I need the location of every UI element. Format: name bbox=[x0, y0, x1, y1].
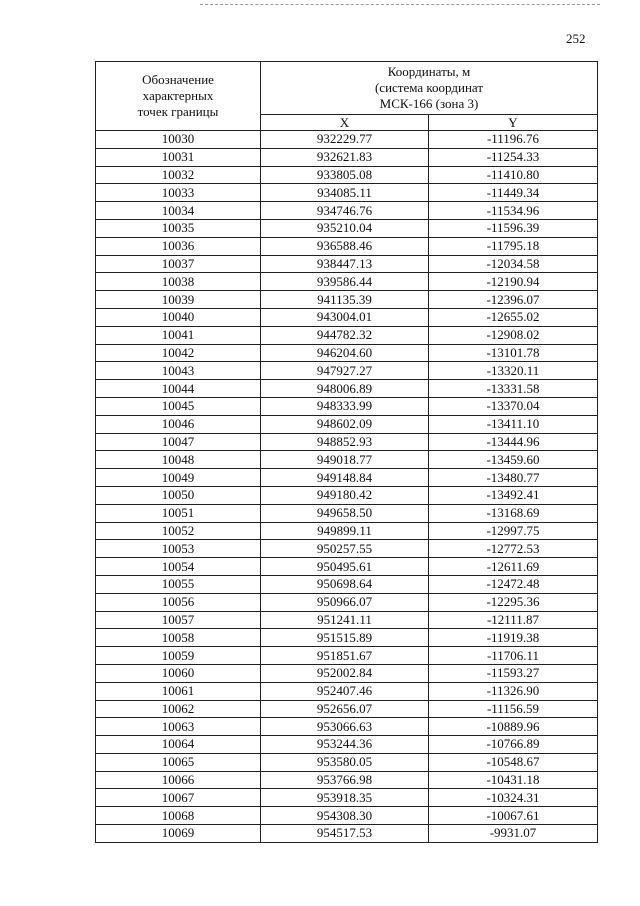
table-row bbox=[96, 166, 598, 184]
y-coordinate-cell: -13168.69 bbox=[429, 504, 598, 522]
table-row bbox=[96, 664, 598, 682]
table-row bbox=[96, 397, 598, 415]
x-coordinate-cell: 943004.01 bbox=[261, 308, 429, 326]
point-id-cell: 10033 bbox=[96, 184, 261, 202]
table-row bbox=[96, 825, 598, 843]
x-coordinate-cell: 949899.11 bbox=[261, 522, 429, 540]
table-row bbox=[96, 433, 598, 451]
table-row bbox=[96, 753, 598, 771]
table-row bbox=[96, 575, 598, 593]
y-coordinate-cell: -11254.33 bbox=[429, 148, 598, 166]
table-row bbox=[96, 219, 598, 237]
table-row bbox=[96, 736, 598, 754]
x-coordinate-cell: 949148.84 bbox=[261, 469, 429, 487]
x-coordinate-cell: 934746.76 bbox=[261, 202, 429, 220]
table-row bbox=[96, 255, 598, 273]
x-coordinate-cell: 949180.42 bbox=[261, 486, 429, 504]
x-coordinate-cell: 932621.83 bbox=[261, 148, 429, 166]
table-row bbox=[96, 184, 598, 202]
y-coordinate-cell: -11196.76 bbox=[429, 131, 598, 149]
x-column-header: X bbox=[261, 115, 429, 131]
point-id-cell: 10053 bbox=[96, 540, 261, 558]
y-coordinate-cell: -12396.07 bbox=[429, 291, 598, 309]
point-id-cell: 10050 bbox=[96, 486, 261, 504]
x-coordinate-cell: 950495.61 bbox=[261, 558, 429, 576]
table-row bbox=[96, 469, 598, 487]
x-coordinate-cell: 950698.64 bbox=[261, 575, 429, 593]
y-coordinate-cell: -12655.02 bbox=[429, 308, 598, 326]
y-coordinate-cell: -13101.78 bbox=[429, 344, 598, 362]
x-coordinate-cell: 953244.36 bbox=[261, 736, 429, 754]
x-coordinate-cell: 935210.04 bbox=[261, 219, 429, 237]
table-row bbox=[96, 237, 598, 255]
table-body bbox=[96, 131, 598, 843]
x-coordinate-cell: 944782.32 bbox=[261, 326, 429, 344]
table-row bbox=[96, 291, 598, 309]
coords-header-line: (система координат bbox=[374, 80, 484, 95]
table-row bbox=[96, 771, 598, 789]
point-id-cell: 10069 bbox=[96, 825, 261, 843]
x-coordinate-cell: 949658.50 bbox=[261, 504, 429, 522]
y-coordinate-cell: -12997.75 bbox=[429, 522, 598, 540]
y-coordinate-cell: -11326.90 bbox=[429, 682, 598, 700]
point-header-line: Обозначение bbox=[142, 72, 214, 87]
point-id-cell: 10061 bbox=[96, 682, 261, 700]
table-row bbox=[96, 451, 598, 469]
point-header-line: точек границы bbox=[137, 104, 219, 119]
table-row bbox=[96, 647, 598, 665]
x-coordinate-cell: 933805.08 bbox=[261, 166, 429, 184]
y-coordinate-cell: -10889.96 bbox=[429, 718, 598, 736]
x-coordinate-cell: 947927.27 bbox=[261, 362, 429, 380]
table-header bbox=[96, 62, 598, 131]
point-id-cell: 10068 bbox=[96, 807, 261, 825]
table-row bbox=[96, 131, 598, 149]
point-id-cell: 10066 bbox=[96, 771, 261, 789]
y-coordinate-cell: -10548.67 bbox=[429, 753, 598, 771]
y-coordinate-cell: -12611.69 bbox=[429, 558, 598, 576]
point-id-cell: 10039 bbox=[96, 291, 261, 309]
y-coordinate-cell: -11156.59 bbox=[429, 700, 598, 718]
y-coordinate-cell: -12034.58 bbox=[429, 255, 598, 273]
x-coordinate-cell: 936588.46 bbox=[261, 237, 429, 255]
y-coordinate-cell: -12772.53 bbox=[429, 540, 598, 558]
y-coordinate-cell: -11410.80 bbox=[429, 166, 598, 184]
point-id-cell: 10047 bbox=[96, 433, 261, 451]
table-row bbox=[96, 148, 598, 166]
x-coordinate-cell: 948852.93 bbox=[261, 433, 429, 451]
x-coordinate-cell: 950966.07 bbox=[261, 593, 429, 611]
table-row bbox=[96, 344, 598, 362]
coords-header-line: МСК-166 (зона 3) bbox=[379, 96, 479, 111]
point-id-cell: 10032 bbox=[96, 166, 261, 184]
point-id-cell: 10043 bbox=[96, 362, 261, 380]
y-coordinate-cell: -11534.96 bbox=[429, 202, 598, 220]
table-row bbox=[96, 558, 598, 576]
x-coordinate-cell: 948006.89 bbox=[261, 380, 429, 398]
table-row bbox=[96, 273, 598, 291]
table-row bbox=[96, 202, 598, 220]
point-id-cell: 10056 bbox=[96, 593, 261, 611]
table-row bbox=[96, 540, 598, 558]
point-id-cell: 10063 bbox=[96, 718, 261, 736]
y-coordinate-cell: -13331.58 bbox=[429, 380, 598, 398]
point-id-cell: 10037 bbox=[96, 255, 261, 273]
y-coordinate-cell: -12295.36 bbox=[429, 593, 598, 611]
y-coordinate-cell: -12472.48 bbox=[429, 575, 598, 593]
x-coordinate-cell: 951515.89 bbox=[261, 629, 429, 647]
x-coordinate-cell: 946204.60 bbox=[261, 344, 429, 362]
table-row bbox=[96, 308, 598, 326]
y-coordinate-cell: -10431.18 bbox=[429, 771, 598, 789]
table-row bbox=[96, 807, 598, 825]
table-row bbox=[96, 700, 598, 718]
x-coordinate-cell: 954517.53 bbox=[261, 825, 429, 843]
x-coordinate-cell: 948333.99 bbox=[261, 397, 429, 415]
x-coordinate-cell: 952656.07 bbox=[261, 700, 429, 718]
coordinates-header bbox=[261, 62, 598, 115]
point-id-cell: 10031 bbox=[96, 148, 261, 166]
point-id-cell: 10054 bbox=[96, 558, 261, 576]
point-id-cell: 10067 bbox=[96, 789, 261, 807]
y-coordinate-cell: -13480.77 bbox=[429, 469, 598, 487]
top-decorative-rule bbox=[200, 4, 600, 5]
y-coordinate-cell: -10766.89 bbox=[429, 736, 598, 754]
boundary-coordinates-table bbox=[95, 61, 598, 843]
point-id-cell: 10041 bbox=[96, 326, 261, 344]
coords-header-line: Координаты, м bbox=[387, 64, 471, 79]
point-designation-header bbox=[96, 62, 261, 131]
point-id-cell: 10064 bbox=[96, 736, 261, 754]
table-row bbox=[96, 611, 598, 629]
point-id-cell: 10040 bbox=[96, 308, 261, 326]
point-id-cell: 10030 bbox=[96, 131, 261, 149]
header-row-top bbox=[96, 62, 598, 115]
point-id-cell: 10048 bbox=[96, 451, 261, 469]
y-coordinate-cell: -10324.31 bbox=[429, 789, 598, 807]
y-coordinate-cell: -12908.02 bbox=[429, 326, 598, 344]
x-coordinate-cell: 954308.30 bbox=[261, 807, 429, 825]
page-number: 252 bbox=[566, 31, 586, 46]
point-id-cell: 10055 bbox=[96, 575, 261, 593]
point-id-cell: 10036 bbox=[96, 237, 261, 255]
x-coordinate-cell: 953066.63 bbox=[261, 718, 429, 736]
y-coordinate-cell: -11706.11 bbox=[429, 647, 598, 665]
point-id-cell: 10049 bbox=[96, 469, 261, 487]
x-coordinate-cell: 951851.67 bbox=[261, 647, 429, 665]
point-id-cell: 10046 bbox=[96, 415, 261, 433]
x-coordinate-cell: 938447.13 bbox=[261, 255, 429, 273]
x-coordinate-cell: 949018.77 bbox=[261, 451, 429, 469]
point-id-cell: 10052 bbox=[96, 522, 261, 540]
y-coordinate-cell: -13459.60 bbox=[429, 451, 598, 469]
y-coordinate-cell: -13492.41 bbox=[429, 486, 598, 504]
point-id-cell: 10060 bbox=[96, 664, 261, 682]
table-row bbox=[96, 682, 598, 700]
point-id-cell: 10062 bbox=[96, 700, 261, 718]
y-coordinate-cell: -13370.04 bbox=[429, 397, 598, 415]
y-coordinate-cell: -13411.10 bbox=[429, 415, 598, 433]
y-coordinate-cell: -11449.34 bbox=[429, 184, 598, 202]
table-row bbox=[96, 486, 598, 504]
y-coordinate-cell: -9931.07 bbox=[429, 825, 598, 843]
x-coordinate-cell: 939586.44 bbox=[261, 273, 429, 291]
x-coordinate-cell: 952407.46 bbox=[261, 682, 429, 700]
y-coordinate-cell: -11596.39 bbox=[429, 219, 598, 237]
y-column-header: Y bbox=[429, 115, 598, 131]
point-header-line: характерных bbox=[142, 88, 214, 103]
table-row bbox=[96, 326, 598, 344]
table-row bbox=[96, 415, 598, 433]
table-row bbox=[96, 789, 598, 807]
point-id-cell: 10045 bbox=[96, 397, 261, 415]
x-coordinate-cell: 934085.11 bbox=[261, 184, 429, 202]
point-id-cell: 10035 bbox=[96, 219, 261, 237]
table-row bbox=[96, 629, 598, 647]
point-id-cell: 10034 bbox=[96, 202, 261, 220]
point-id-cell: 10038 bbox=[96, 273, 261, 291]
table-row bbox=[96, 504, 598, 522]
x-coordinate-cell: 953580.05 bbox=[261, 753, 429, 771]
x-coordinate-cell: 952002.84 bbox=[261, 664, 429, 682]
y-coordinate-cell: -11919.38 bbox=[429, 629, 598, 647]
point-id-cell: 10057 bbox=[96, 611, 261, 629]
point-id-cell: 10058 bbox=[96, 629, 261, 647]
point-id-cell: 10065 bbox=[96, 753, 261, 771]
x-coordinate-cell: 948602.09 bbox=[261, 415, 429, 433]
table-row bbox=[96, 362, 598, 380]
x-coordinate-cell: 932229.77 bbox=[261, 131, 429, 149]
table-row bbox=[96, 718, 598, 736]
table-row bbox=[96, 380, 598, 398]
x-coordinate-cell: 941135.39 bbox=[261, 291, 429, 309]
y-coordinate-cell: -11795.18 bbox=[429, 237, 598, 255]
y-coordinate-cell: -10067.61 bbox=[429, 807, 598, 825]
point-id-cell: 10051 bbox=[96, 504, 261, 522]
table-row bbox=[96, 522, 598, 540]
x-coordinate-cell: 951241.11 bbox=[261, 611, 429, 629]
y-coordinate-cell: -13444.96 bbox=[429, 433, 598, 451]
x-coordinate-cell: 953766.98 bbox=[261, 771, 429, 789]
point-id-cell: 10059 bbox=[96, 647, 261, 665]
table-row bbox=[96, 593, 598, 611]
y-coordinate-cell: -12111.87 bbox=[429, 611, 598, 629]
x-coordinate-cell: 950257.55 bbox=[261, 540, 429, 558]
y-coordinate-cell: -12190.94 bbox=[429, 273, 598, 291]
point-id-cell: 10044 bbox=[96, 380, 261, 398]
y-coordinate-cell: -13320.11 bbox=[429, 362, 598, 380]
x-coordinate-cell: 953918.35 bbox=[261, 789, 429, 807]
point-id-cell: 10042 bbox=[96, 344, 261, 362]
y-coordinate-cell: -11593.27 bbox=[429, 664, 598, 682]
